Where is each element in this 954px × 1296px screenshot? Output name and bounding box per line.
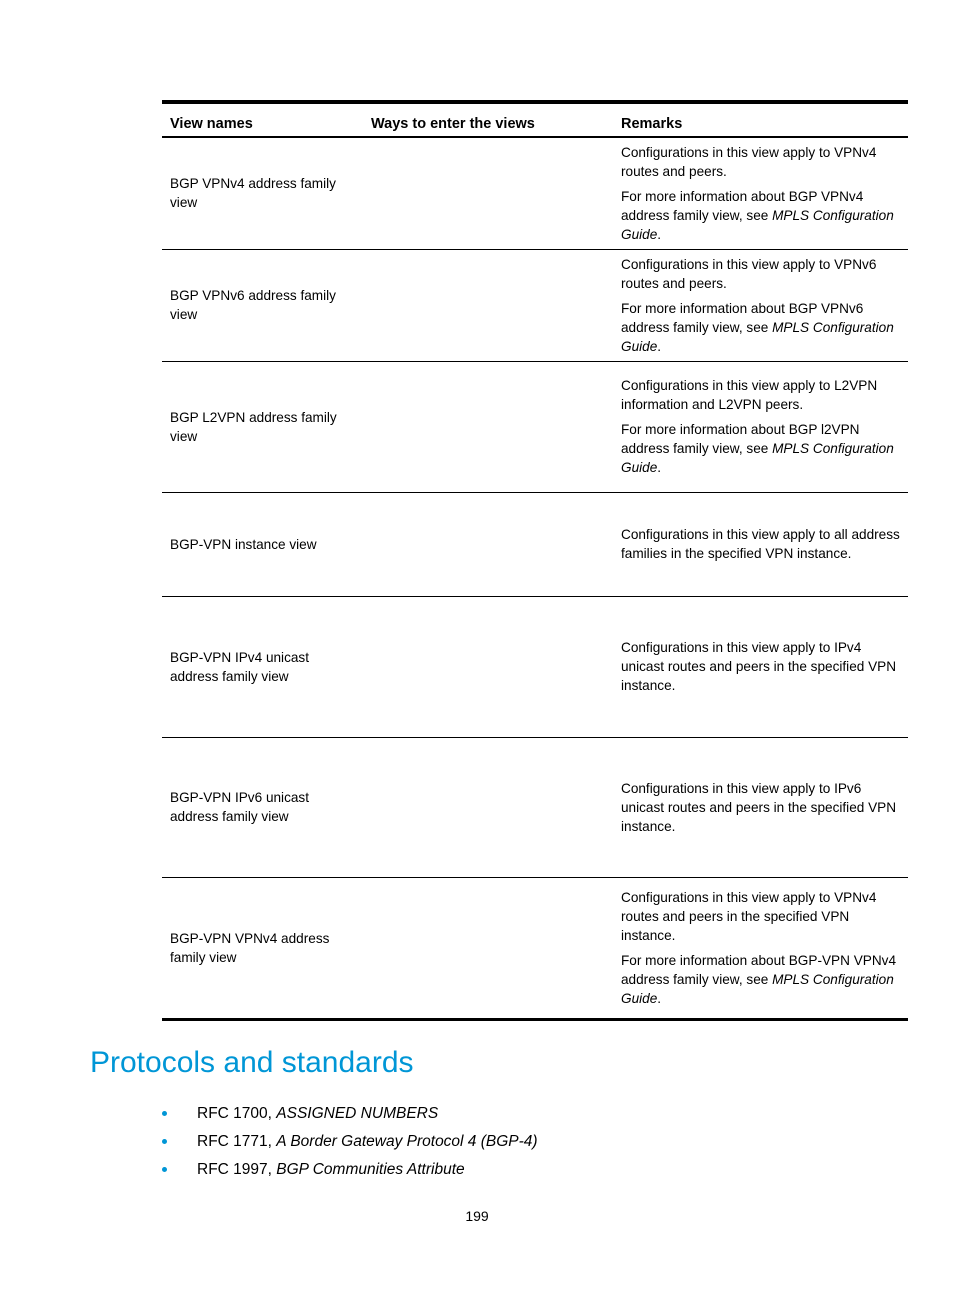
remark-text: Configurations in this view apply to VPNv6 routes and peers.: [621, 256, 877, 291]
table-row: [162, 361, 908, 492]
references-list: [160, 1103, 538, 1187]
guide-reference: MPLS Configuration Guide: [621, 319, 894, 354]
reference-item: [160, 1103, 538, 1131]
remark-paragraph: [621, 187, 900, 244]
ways-to-enter-cell: [363, 137, 613, 249]
header-view-names: View names: [162, 102, 363, 137]
page-number: 199: [465, 1208, 489, 1224]
remark-suffix: .: [657, 226, 662, 242]
remark-paragraph: [621, 143, 900, 181]
remark-paragraph: [621, 951, 900, 1008]
bullet-icon: [162, 1139, 167, 1144]
reference-item: [160, 1159, 538, 1187]
remark-text: Configurations in this view apply to VPNv4 routes and peers in the specified VPN instance.: [621, 889, 877, 943]
view-name-cell: BGP VPNv6 address family view: [162, 249, 363, 361]
view-name-cell: BGP-VPN VPNv4 address family view: [170, 930, 330, 965]
remarks-cell: [613, 737, 908, 877]
bullet-icon: [162, 1111, 167, 1116]
remark-text: Configurations in this view apply to VPNv4 routes and peers.: [621, 144, 877, 179]
table-row: [162, 737, 908, 877]
remark-paragraph: [621, 255, 900, 293]
bullet-icon: [162, 1167, 167, 1172]
ways-to-enter-cell: [363, 249, 613, 361]
remark-text: Configurations in this view apply to all address families in the specified VPN instance.: [621, 527, 900, 561]
remark-suffix: .: [657, 990, 662, 1006]
ways-to-enter-cell: [363, 737, 613, 877]
table-row: [162, 137, 908, 249]
remark-paragraph: [621, 525, 900, 563]
remark-paragraph: [621, 779, 900, 836]
remarks-cell: [613, 249, 908, 361]
header-ways-to-enter: Ways to enter the views: [363, 102, 613, 137]
section-heading: Protocols and standards: [90, 1046, 414, 1079]
ways-to-enter-cell: [363, 492, 613, 596]
remark-text: For more information about BGP-VPN VPNv4 address family view, see: [621, 952, 897, 987]
view-name-cell: BGP L2VPN address family view: [162, 361, 363, 492]
views-table: [162, 100, 908, 1021]
reference-title: ASSIGNED NUMBERS: [276, 1105, 439, 1122]
table-header-row: [162, 102, 908, 137]
reference-title: BGP Communities Attribute: [276, 1161, 465, 1178]
reference-title: A Border Gateway Protocol 4 (BGP-4): [276, 1133, 538, 1150]
remarks-cell: [613, 877, 908, 1019]
header-remarks: Remarks: [613, 102, 908, 137]
remark-text: Configurations in this view apply to IPv6 unicast routes and peers in the specified VPN instance.: [621, 780, 897, 834]
table-row: [162, 877, 908, 1019]
views-table-container: [162, 100, 900, 1021]
table-body: [162, 137, 908, 1019]
remark-suffix: .: [657, 460, 662, 475]
view-name-cell: BGP-VPN IPv6 unicast address family view: [162, 737, 363, 877]
remark-text: For more information about BGP l2VPN address family view, see: [621, 422, 860, 456]
guide-reference: MPLS Configuration Guide: [621, 971, 894, 1006]
view-name-cell: BGP-VPN IPv4 unicast address family view: [162, 596, 363, 737]
view-name-cell: BGP VPNv4 address family view: [162, 137, 363, 249]
remark-paragraph: [621, 888, 900, 945]
remark-paragraph: [621, 376, 900, 414]
remark-text: For more information about BGP VPNv6 address family view, see: [621, 300, 864, 335]
remarks-cell: [613, 492, 908, 596]
reference-number: RFC 1771,: [197, 1133, 277, 1150]
remarks-cell: [613, 361, 908, 492]
remark-text: For more information about BGP VPNv4 address family view, see: [621, 188, 864, 223]
remarks-cell: [613, 137, 908, 249]
guide-reference: MPLS Configuration Guide: [621, 441, 894, 475]
remark-text: Configurations in this view apply to L2VPN information and L2VPN peers.: [621, 378, 878, 412]
ways-to-enter-cell: [363, 596, 613, 737]
reference-number: RFC 1700,: [197, 1105, 277, 1122]
table-row: [162, 249, 908, 361]
remark-text: Configurations in this view apply to IPv4 unicast routes and peers in the specified VPN instance.: [621, 640, 897, 693]
remark-paragraph: [621, 420, 900, 477]
remark-suffix: .: [657, 338, 662, 354]
table-row: [162, 492, 908, 596]
remarks-cell: [613, 596, 908, 737]
remark-paragraph: [621, 299, 900, 356]
ways-to-enter-cell: [363, 877, 613, 1019]
reference-item: [160, 1131, 538, 1159]
reference-number: RFC 1997,: [197, 1161, 277, 1178]
remark-paragraph: [621, 638, 900, 695]
view-name-cell: BGP-VPN instance view: [162, 492, 363, 596]
ways-to-enter-cell: [363, 361, 613, 492]
table-row: [162, 596, 908, 737]
guide-reference: MPLS Configuration Guide: [621, 207, 894, 242]
